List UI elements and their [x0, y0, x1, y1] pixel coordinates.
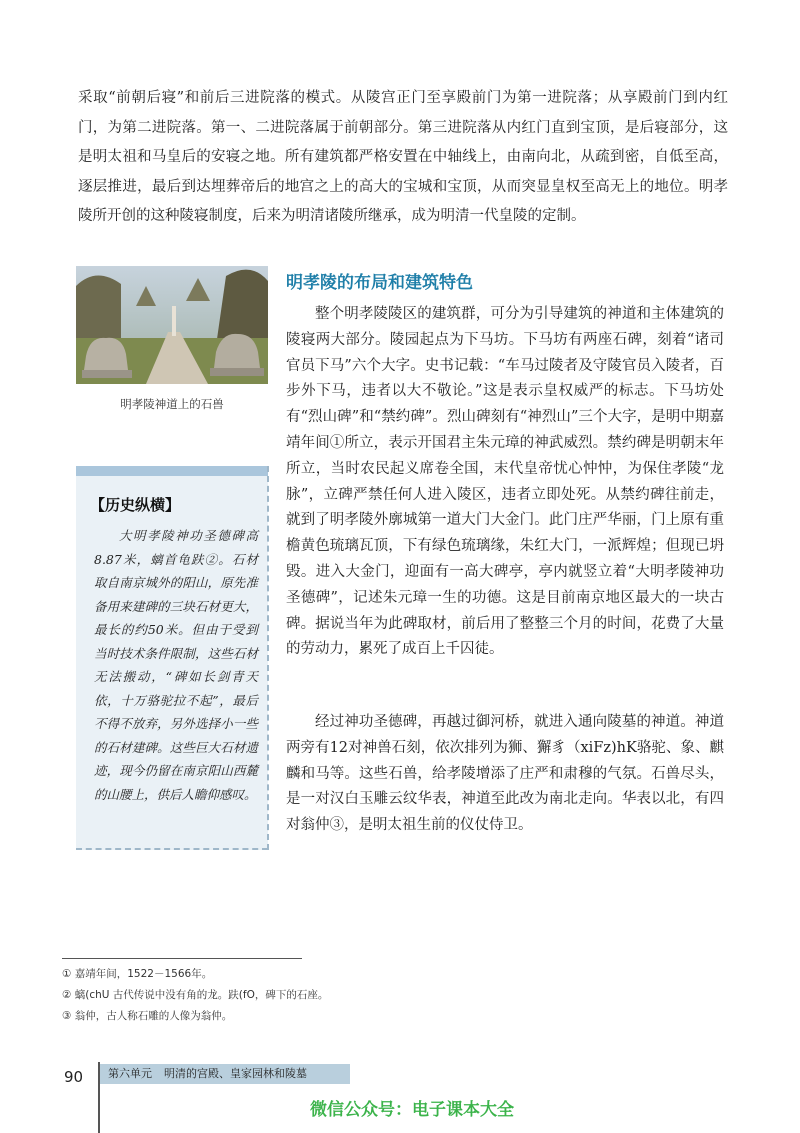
unit-banner	[100, 1064, 350, 1084]
main-paragraph-1: 整个明孝陵陵区的建筑群，可分为引导建筑的神道和主体建筑的陵寝两大部分。陵园起点为下马坊。下马坊有两座石碑，刻着“诸司官员下马”六个大字。史书记载：“车马过陵者及守陵官员入陵者，百步外下马，违者以大不敬论。”这是表示皇权威严的标志。下马坊处有“烈山碑”和“禁约碑”。烈山碑刻有“神烈山”三个大字，是明中期嘉靖年间①所立，表示开国君主朱元璋的神武威烈。禁约碑是明朝末年所立，当时农民起义席卷全国，末代皇帝忧心忡忡，为保住孝陵“龙脉”，立碑严禁任何人进入陵区，违者立即处死。从禁约碑往前走，就到了明孝陵外廓城第一道大门大金门。此门庄严华丽，门上原有重檐黄色琉璃瓦顶，下有绿色琉璃缘，朱红大门，一派辉煌；但现已坍毁。进入大金门，迎面有一高大碑亭，亭内就竖立着“大明孝陵神功圣德碑”，记述朱元璋一生的功德。这是目前南京地区最大的一块古碑。据说当年为此碑取材，前后用了整整三个月的时间，花费了大量的劳动力，累死了成百上千囚徒。	[286, 306, 724, 658]
page-number: 90	[64, 1068, 84, 1086]
footnotes	[62, 964, 582, 1027]
footnote-3: ③ 翁仲，古人称石雕的人像为翁仲。	[62, 1010, 233, 1022]
stone-beast-photo	[76, 266, 268, 384]
footnote-divider	[62, 958, 302, 959]
sidebar-title: 【历史纵横】	[90, 496, 181, 514]
photo-caption: 明孝陵神道上的石兽	[120, 397, 224, 411]
watermark: 微信公众号：电子课本大全	[310, 1100, 514, 1120]
unit-title: 明清的宫殿、皇家园林和陵墓	[164, 1067, 307, 1080]
main-paragraph-2: 经过神功圣德碑，再越过御河桥，就进入通向陵墓的神道。神道两旁有12对神兽石刻，依次排列为狮、獬豸（xiFz)hK骆驼、象、麒麟和马等。这些石兽，给孝陵增添了庄严和肃穆的气氛。石兽尽头，是一对汉白玉雕云纹华表，神道至此改为南北走向。华表以北，有四对翁仲③，是明太祖生前的仪仗侍卫。	[286, 714, 724, 834]
sidebar-body: 大明孝陵神功圣德碑高8.87米，螭首龟趺②。石材取自南京城外的阳山，原先准备用来建碑的三块石材更大，最长的约50米。但由于受到当时技术条件限制，这些石材无法搬动，“碑如长剑青天依，十万骆驼拉不起”，最后不得不放弃，另外选择小一些的石材建碑。这些巨大石材遗迹，现今仍留在南京阳山西麓的山腰上，供后人瞻仰感叹。	[94, 528, 258, 802]
section-title: 明孝陵的布局和建筑特色	[286, 273, 473, 293]
footnote-2: ② 螭(chU 古代传说中没有角的龙。趺(fO，碑下的石座。	[62, 989, 329, 1001]
footnote-1: ① 嘉靖年间，1522－1566年。	[62, 968, 213, 980]
stone-beast-photo-image	[76, 266, 268, 384]
history-sidebar	[76, 466, 268, 850]
intro-paragraph: 采取“前朝后寝”和前后三进院落的模式。从陵宫正门至享殿前门为第一进院落；从享殿前门到内红门，为第二进院落。第一、二进院落属于前朝部分。第三进院落从内红门直到宝顶，是后寝部分，这是明太祖和马皇后的安寝之地。所有建筑都严格安置在中轴线上，由南向北，从疏到密，自低至高，逐层推进，最后到达埋葬帝后的地宫之上的高大的宝城和宝顶，从而突显皇权至高无上的地位。明孝陵所开创的这种陵寝制度，后来为明清诸陵所继承，成为明清一代皇陵的定制。	[78, 90, 728, 224]
unit-label: 第六单元	[108, 1067, 152, 1080]
